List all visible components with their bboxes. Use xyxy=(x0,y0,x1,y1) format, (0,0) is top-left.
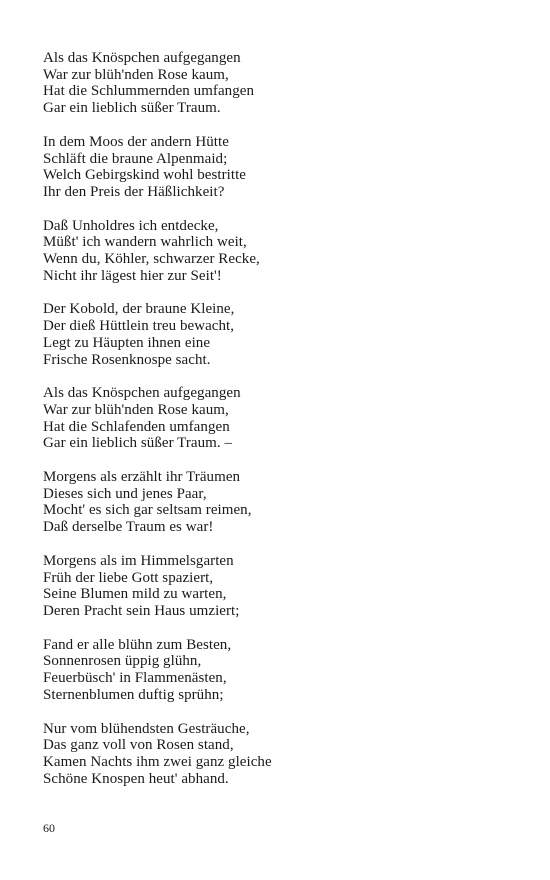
poem-line: Morgens als im Himmelsgarten xyxy=(43,552,234,569)
poem-line: Gar ein lieblich süßer Traum. – xyxy=(43,435,233,452)
stanza-8 xyxy=(43,637,513,704)
poem-line: Sternenblumen duftig sprühn; xyxy=(43,686,224,703)
poem-line: Müßt' ich wandern wahrlich weit, xyxy=(43,234,247,251)
poem-line: Nicht ihr lägest hier zur Seit'! xyxy=(43,267,222,284)
poem-line: Seine Blumen mild zu warten, xyxy=(43,586,227,603)
stanza-2 xyxy=(43,134,513,201)
page-number: 60 xyxy=(43,821,55,835)
stanza-1 xyxy=(43,50,513,117)
stanza-6 xyxy=(43,469,513,536)
poem-line: Frische Rosenknospe sacht. xyxy=(43,351,211,368)
poem-line: Das ganz voll von Rosen stand, xyxy=(43,737,234,754)
poem-line: Morgens als erzählt ihr Träumen xyxy=(43,469,241,486)
poem-line: Legt zu Häupten ihnen eine xyxy=(43,334,211,351)
stanza-4 xyxy=(43,301,513,368)
poem-line: Ihr den Preis der Häßlichkeit? xyxy=(43,183,225,200)
poem-line: Hat die Schlummernden umfangen xyxy=(43,83,255,100)
poem-line: Dieses sich und jenes Paar, xyxy=(43,485,207,502)
poem-line: Sonnenrosen üppig glühn, xyxy=(43,653,202,670)
stanza-9 xyxy=(43,721,513,788)
poem-line: Deren Pracht sein Haus umziert; xyxy=(43,602,240,619)
poem-text xyxy=(43,50,513,804)
poem-line: War zur blüh'nden Rose kaum, xyxy=(43,66,229,83)
stanza-7 xyxy=(43,553,513,620)
poem-line: Feuerbüsch' in Flammenästen, xyxy=(43,670,227,687)
poem-line: Schöne Knospen heut' abhand. xyxy=(43,770,229,787)
poem-line: In dem Moos der andern Hütte xyxy=(43,133,229,150)
poem-line: Der Kobold, der braune Kleine, xyxy=(43,301,235,318)
poem-line: Fand er alle blühn zum Besten, xyxy=(43,636,232,653)
poem-line: Mocht' es sich gar seltsam reimen, xyxy=(43,502,252,519)
poem-line: Welch Gebirgskind wohl bestritte xyxy=(43,167,246,184)
poem-line: Kamen Nachts ihm zwei ganz gleiche xyxy=(43,753,272,770)
poem-line: Der dieß Hüttlein treu bewacht, xyxy=(43,318,235,335)
poem-line: Früh der liebe Gott spaziert, xyxy=(43,569,214,586)
stanza-5 xyxy=(43,385,513,452)
poem-line: Hat die Schlafenden umfangen xyxy=(43,418,230,435)
poem-line: Nur vom blühendsten Gesträuche, xyxy=(43,720,250,737)
poem-line: Daß Unholdres ich entdecke, xyxy=(43,217,219,234)
poem-line: War zur blüh'nden Rose kaum, xyxy=(43,401,229,418)
poem-line: Wenn du, Köhler, schwarzer Recke, xyxy=(43,251,260,268)
stanza-3 xyxy=(43,218,513,285)
poem-line: Als das Knöspchen aufgegangen xyxy=(43,50,241,66)
poem-line: Schläft die braune Alpenmaid; xyxy=(43,150,228,167)
poem-line: Gar ein lieblich süßer Traum. xyxy=(43,100,221,117)
poem-line: Daß derselbe Traum es war! xyxy=(43,519,214,536)
poem-line: Als das Knöspchen aufgegangen xyxy=(43,385,241,402)
